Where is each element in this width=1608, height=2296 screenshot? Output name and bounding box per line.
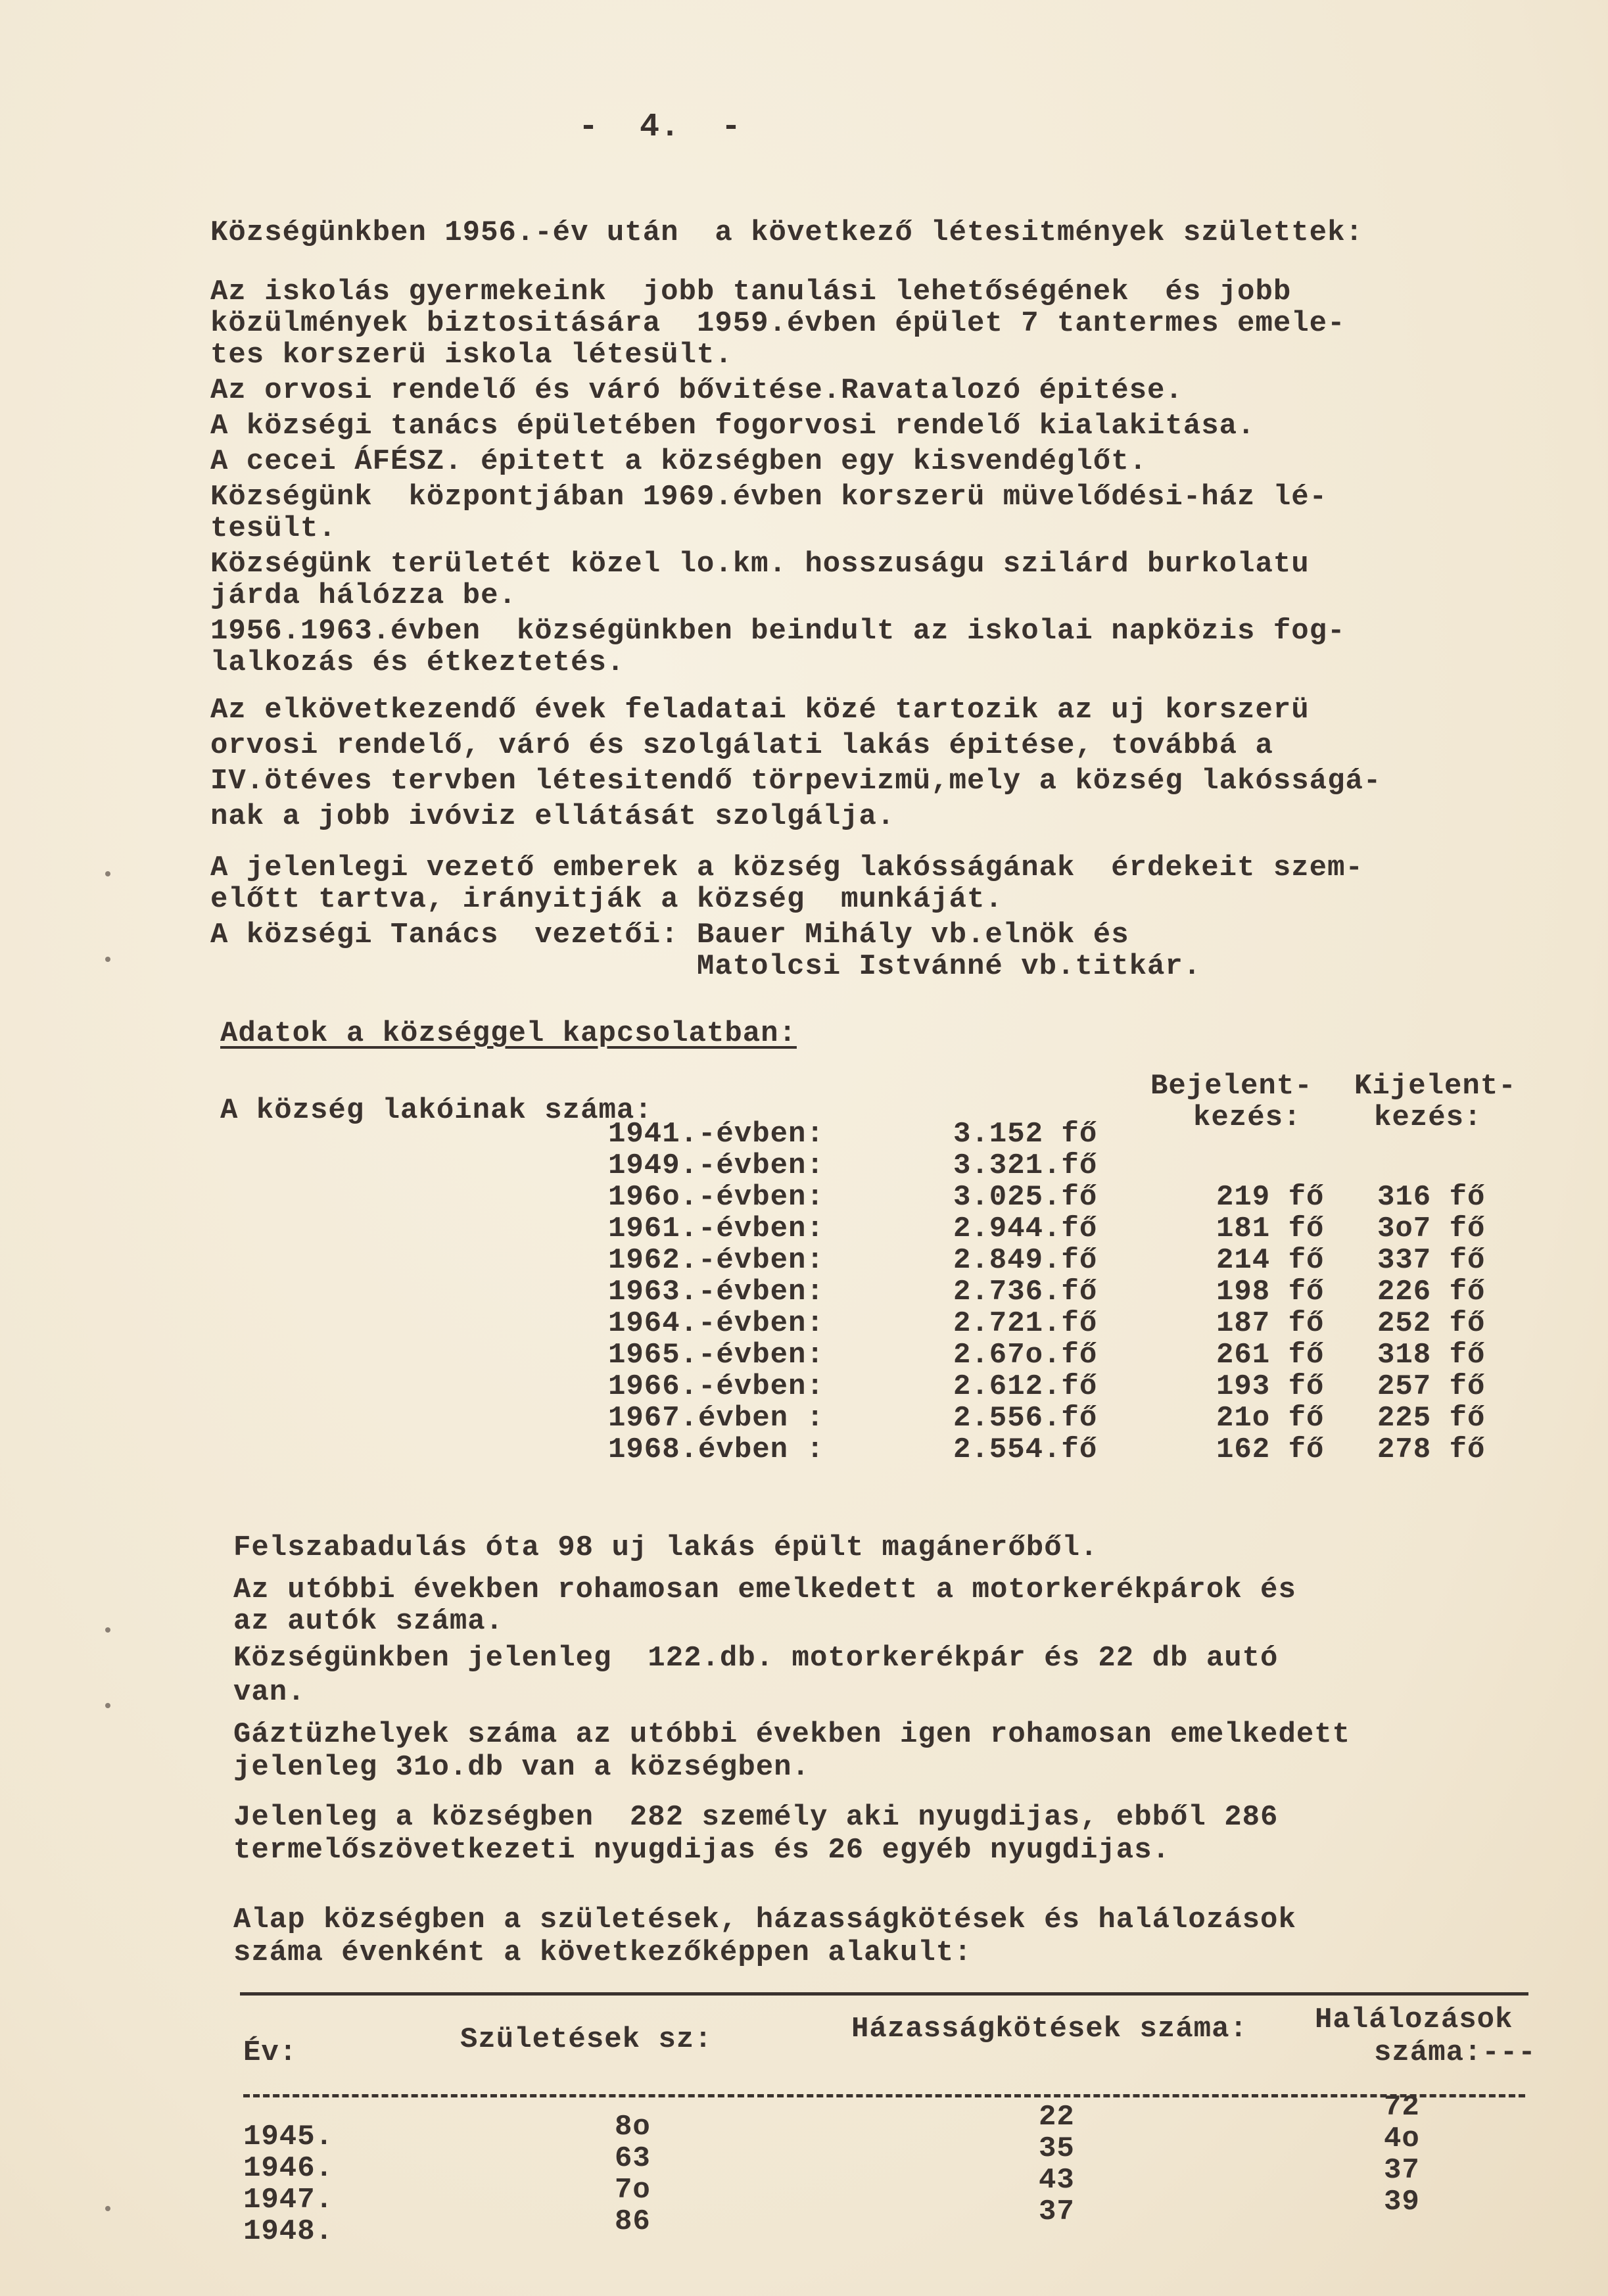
pop-year: 1967.évben : xyxy=(608,1402,824,1435)
vital-marriages: 35 xyxy=(1039,2132,1075,2165)
paragraph-line: Községünk területét közel lo.km. hosszuságu szilárd burkolatu xyxy=(210,548,1310,581)
vital-births: 8o xyxy=(615,2111,651,2143)
pop-out: 3o7 fő xyxy=(1377,1212,1486,1245)
paragraph-line: járda hálózza be. xyxy=(210,579,517,612)
paragraph-line: 1956.1963.évben községünkben beindult az iskolai napközis fog- xyxy=(210,615,1346,648)
out-header-line1: Kijelent- xyxy=(1354,1070,1517,1103)
data-heading: Adatok a községgel kapcsolatban: xyxy=(220,1017,797,1050)
pop-count: 2.556.fő xyxy=(953,1402,1098,1435)
margin-speck xyxy=(105,1627,110,1633)
pop-out: 318 fő xyxy=(1377,1339,1486,1372)
header-year: Év: xyxy=(243,2036,298,2069)
paragraph-line: A községi Tanács vezetői: Bauer Mihály vb.elnök és xyxy=(210,919,1129,951)
note-line: Községünkben jelenleg 122.db. motorkerékpár és 22 db autó xyxy=(233,1642,1279,1675)
pop-in: 261 fő xyxy=(1216,1339,1325,1372)
paragraph-line: Községünk központjában 1969.évben korszerü müvelődési-ház lé- xyxy=(210,481,1328,514)
vital-deaths: 4o xyxy=(1384,2122,1420,2155)
paragraph-line: Az elkövetkezendő évek feladatai közé tartozik az uj korszerü xyxy=(210,694,1310,727)
pop-in: 181 fő xyxy=(1216,1212,1325,1245)
pop-count: 2.67o.fő xyxy=(953,1339,1098,1372)
header-deaths-line2: száma:--- xyxy=(1374,2036,1536,2069)
pop-count: 2.849.fő xyxy=(953,1244,1098,1277)
pop-out: 257 fő xyxy=(1377,1370,1486,1403)
vital-births: 63 xyxy=(615,2142,651,2175)
vital-year: 1947. xyxy=(243,2184,334,2216)
vital-marriages: 22 xyxy=(1039,2101,1075,2134)
pop-count: 2.944.fő xyxy=(953,1212,1098,1245)
note-line: Jelenleg a községben 282 személy aki nyugdijas, ebből 286 xyxy=(233,1801,1279,1834)
header-deaths-line1: Halálozások xyxy=(1315,2003,1513,2036)
pop-count: 3.025.fő xyxy=(953,1181,1098,1214)
pop-year: 1941.-évben: xyxy=(608,1118,824,1151)
pop-out: 252 fő xyxy=(1377,1307,1486,1340)
pop-year: 1965.-évben: xyxy=(608,1339,824,1372)
pop-in: 193 fő xyxy=(1216,1370,1325,1403)
pop-in: 214 fő xyxy=(1216,1244,1325,1277)
pop-year: 1966.-évben: xyxy=(608,1370,824,1403)
pop-year: 1963.-évben: xyxy=(608,1276,824,1308)
pop-in: 21o fő xyxy=(1216,1402,1325,1435)
note-line: Alap községben a születések, házasságkötések és halálozások xyxy=(233,1903,1296,1936)
pop-count: 3.152 fő xyxy=(953,1118,1098,1151)
pop-count: 2.721.fő xyxy=(953,1307,1098,1340)
vital-year: 1946. xyxy=(243,2152,334,2185)
pop-count: 2.736.fő xyxy=(953,1276,1098,1308)
pop-year: 1968.évben : xyxy=(608,1433,824,1466)
paragraph-line: A jelenlegi vezető emberek a község lakósságának érdekeit szem- xyxy=(210,851,1363,884)
pop-year: 1962.-évben: xyxy=(608,1244,824,1277)
paragraph-line: lalkozás és étkeztetés. xyxy=(210,646,625,679)
in-header-line2: kezés: xyxy=(1193,1101,1302,1134)
note-line: termelőszövetkezeti nyugdijas és 26 egyéb nyugdijas. xyxy=(233,1834,1171,1867)
paragraph-line: közülmények biztositására 1959.évben épület 7 tantermes emele- xyxy=(210,307,1346,340)
paragraph-line: Az orvosi rendelő és váró bővitése.Ravatalozó épitése. xyxy=(210,374,1183,407)
vital-deaths: 72 xyxy=(1384,2091,1420,2124)
paragraph-line: A cecei ÁFÉSZ. épitett a községben egy kisvendéglőt. xyxy=(210,445,1148,478)
note-line: van. xyxy=(233,1676,306,1709)
pop-count: 3.321.fő xyxy=(953,1149,1098,1182)
paragraph-line: előtt tartva, irányitják a község munkáját. xyxy=(210,883,1003,916)
note-line: jelenleg 31o.db van a községben. xyxy=(233,1751,810,1784)
note-line: az autók száma. xyxy=(233,1605,504,1638)
note-line: Az utóbbi években rohamosan emelkedett a motorkerékpárok és xyxy=(233,1573,1296,1606)
header-marriages: Házasságkötések száma: xyxy=(851,2013,1248,2045)
margin-speck xyxy=(105,1703,110,1708)
pop-in: 187 fő xyxy=(1216,1307,1325,1340)
pop-year: 1964.-évben: xyxy=(608,1307,824,1340)
pop-out: 226 fő xyxy=(1377,1276,1486,1308)
header-births: Születések sz: xyxy=(460,2023,713,2056)
in-header-line1: Bejelent- xyxy=(1150,1070,1313,1103)
pop-in: 162 fő xyxy=(1216,1433,1325,1466)
table-top-rule xyxy=(240,1992,1528,1996)
pop-out: 316 fő xyxy=(1377,1181,1486,1214)
paragraph-line: tesült. xyxy=(210,512,337,545)
paragraph-line: A községi tanács épületében fogorvosi rendelő kialakitása. xyxy=(210,410,1256,442)
vital-deaths: 39 xyxy=(1384,2186,1420,2218)
paragraph-line: nak a jobb ivóviz ellátását szolgálja. xyxy=(210,800,895,833)
pop-out: 337 fő xyxy=(1377,1244,1486,1277)
pop-out: 225 fő xyxy=(1377,1402,1486,1435)
intro-heading: Községünkben 1956.-év után a következő létesitmények születtek: xyxy=(210,216,1363,249)
pop-year: 1961.-évben: xyxy=(608,1212,824,1245)
vital-marriages: 37 xyxy=(1039,2195,1075,2228)
table-dashed-rule xyxy=(243,2094,1525,2097)
pop-count: 2.612.fő xyxy=(953,1370,1098,1403)
pop-out: 278 fő xyxy=(1377,1433,1486,1466)
margin-speck xyxy=(105,2206,110,2211)
pop-in: 198 fő xyxy=(1216,1276,1325,1308)
paragraph-line: Matolcsi Istvánné vb.titkár. xyxy=(210,950,1202,983)
vital-births: 86 xyxy=(615,2205,651,2238)
note-line: Felszabadulás óta 98 uj lakás épült magánerőből. xyxy=(233,1531,1099,1564)
vital-year: 1945. xyxy=(243,2120,334,2153)
out-header-line2: kezés: xyxy=(1374,1101,1482,1134)
pop-count: 2.554.fő xyxy=(953,1433,1098,1466)
pop-year: 196o.-évben: xyxy=(608,1181,824,1214)
pop-in: 219 fő xyxy=(1216,1181,1325,1214)
population-label: A község lakóinak száma: xyxy=(220,1094,653,1127)
vital-year: 1948. xyxy=(243,2215,334,2248)
paragraph-line: orvosi rendelő, váró és szolgálati lakás épitése, továbbá a xyxy=(210,729,1273,762)
paragraph-line: Az iskolás gyermekeink jobb tanulási lehetőségének és jobb xyxy=(210,275,1292,308)
page-number: - 4. - xyxy=(579,108,742,146)
margin-speck xyxy=(105,957,110,962)
pop-year: 1949.-évben: xyxy=(608,1149,824,1182)
note-line: Gáztüzhelyek száma az utóbbi években igen rohamosan emelkedett xyxy=(233,1718,1351,1751)
vital-births: 7o xyxy=(615,2174,651,2207)
vital-marriages: 43 xyxy=(1039,2164,1075,2197)
paragraph-line: IV.ötéves tervben létesitendő törpevizmü,mely a község lakósságá- xyxy=(210,765,1382,798)
note-line: száma évenként a következőképpen alakult: xyxy=(233,1936,972,1969)
margin-speck xyxy=(105,871,110,876)
vital-deaths: 37 xyxy=(1384,2154,1420,2187)
paragraph-line: tes korszerü iskola létesült. xyxy=(210,339,733,371)
